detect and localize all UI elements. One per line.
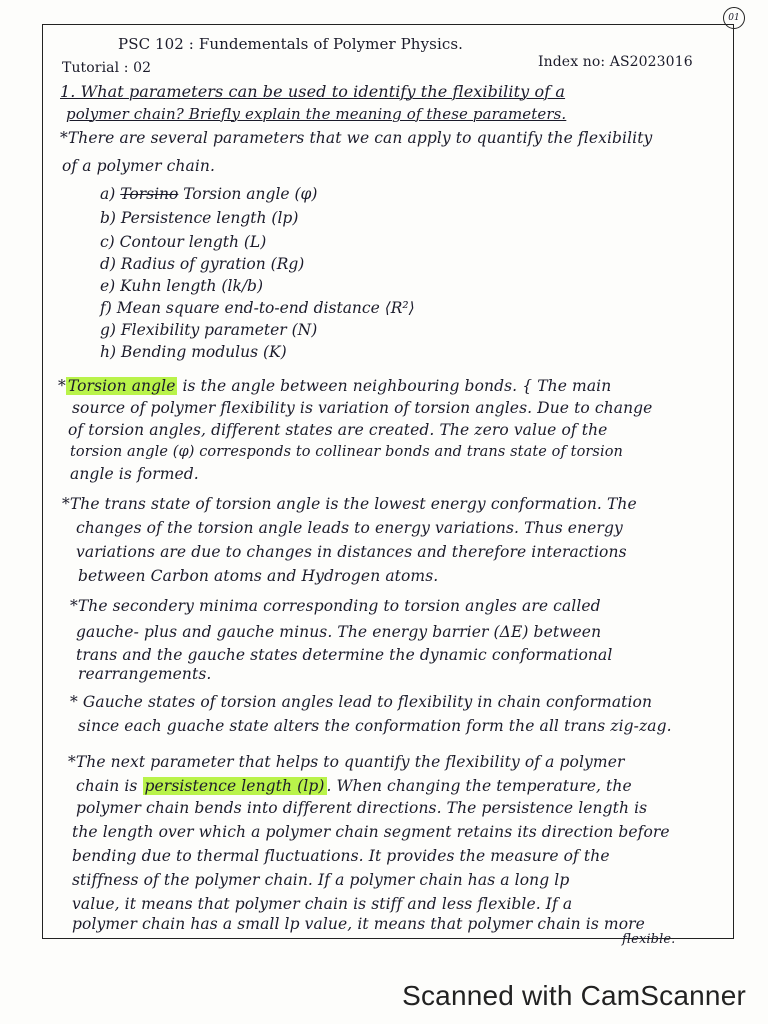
paragraph-persistence-line-9: flexible. — [622, 932, 676, 947]
paragraph-persistence-line-7: value, it means that polymer chain is stiff and less flexible. If a — [72, 895, 573, 913]
list-item-d: d) Radius of gyration (Rg) — [100, 255, 305, 273]
paragraph-persistence-line-4: the length over which a polymer chain segment retains its direction before — [72, 823, 670, 841]
paragraph-persistence-line-8: polymer chain has a small lp value, it means that polymer chain is more — [72, 915, 645, 933]
paragraph-torsion-line-5: angle is formed. — [70, 465, 199, 483]
list-item-f: f) Mean square end-to-end distance ⟨R²⟩ — [100, 299, 415, 317]
camscanner-watermark: Scanned with CamScanner — [402, 980, 746, 1011]
paragraph-torsion-line-1-rest: is the angle between neighbouring bonds. { The main — [177, 377, 612, 395]
paragraph-torsion-line-2: source of polymer flexibility is variation of torsion angles. Due to change — [72, 399, 653, 417]
list-item-h: h) Bending modulus (K) — [100, 343, 287, 361]
paragraph-trans-line-4: between Carbon atoms and Hydrogen atoms. — [78, 567, 439, 585]
course-title: PSC 102 : Fundementals of Polymer Physics. — [118, 35, 464, 53]
paragraph-torsion-line-1 — [58, 376, 611, 396]
list-item-a-label: Torsion angle (φ) — [183, 185, 318, 203]
highlight-torsion-angle: Torsion angle — [67, 377, 176, 395]
list-item-a-prefix: a) — [100, 185, 116, 203]
paragraph-gauche-line-2: gauche- plus and gauche minus. The energy barrier (ΔE) between — [76, 623, 602, 641]
paragraph-flexibility-line-2: since each guache state alters the conformation form the all trans zig-zag. — [78, 717, 672, 735]
paragraph-persistence-line-6: stiffness of the polymer chain. If a polymer chain has a long lp — [72, 871, 570, 889]
page-border-top — [42, 24, 734, 25]
paragraph-torsion-line-4: torsion angle (φ) corresponds to collinear bonds and trans state of torsion — [70, 444, 623, 460]
list-item-a — [100, 184, 317, 204]
paragraph-persistence-line-3: polymer chain bends into different directions. The persistence length is — [76, 799, 648, 817]
list-item-c: c) Contour length (L) — [100, 233, 267, 251]
paragraph-persistence-line-2 — [76, 776, 632, 796]
list-item-e: e) Kuhn length (lk/b) — [100, 277, 264, 295]
bullet-star: * — [58, 377, 66, 395]
highlight-persistence-length: persistence length (lp) — [144, 777, 325, 795]
page-border-left — [42, 24, 43, 938]
list-item-a-struck: Torsino — [120, 185, 179, 203]
question-line-1: 1. What parameters can be used to identify the flexibility of a — [60, 82, 566, 101]
tutorial-number: Tutorial : 02 — [62, 60, 152, 76]
list-item-g: g) Flexibility parameter (N) — [100, 321, 318, 339]
paragraph-persistence-line-2-pre: chain is — [76, 777, 143, 795]
page-number: 01 — [723, 7, 745, 29]
index-number: Index no: AS2023016 — [538, 54, 693, 70]
paragraph-gauche-line-4: rearrangements. — [78, 665, 212, 683]
paragraph-gauche-line-3: trans and the gauche states determine the dynamic conformational — [76, 646, 613, 664]
paragraph-persistence-line-2-post: . When changing the temperature, the — [326, 777, 632, 795]
paragraph-trans-line-1: *The trans state of torsion angle is the lowest energy conformation. The — [62, 495, 637, 513]
page-border-right — [733, 24, 734, 938]
paragraph-gauche-line-1: *The secondery minima corresponding to torsion angles are called — [70, 597, 601, 615]
intro-line-1: *There are several parameters that we can apply to quantify the flexibility — [60, 129, 653, 147]
question-line-2: polymer chain? Briefly explain the meaning of these parameters. — [66, 105, 567, 123]
paragraph-torsion-line-3: of torsion angles, different states are created. The zero value of the — [68, 421, 608, 439]
paragraph-flexibility-line-1: * Gauche states of torsion angles lead to flexibility in chain conformation — [70, 693, 653, 711]
paragraph-trans-line-2: changes of the torsion angle leads to energy variations. Thus energy — [76, 519, 623, 537]
list-item-b: b) Persistence length (lp) — [100, 209, 299, 227]
paragraph-persistence-line-5: bending due to thermal fluctuations. It provides the measure of the — [72, 847, 610, 865]
paragraph-persistence-line-1: *The next parameter that helps to quantify the flexibility of a polymer — [68, 753, 625, 771]
intro-line-2: of a polymer chain. — [62, 157, 216, 175]
paragraph-trans-line-3: variations are due to changes in distances and therefore interactions — [76, 543, 627, 561]
